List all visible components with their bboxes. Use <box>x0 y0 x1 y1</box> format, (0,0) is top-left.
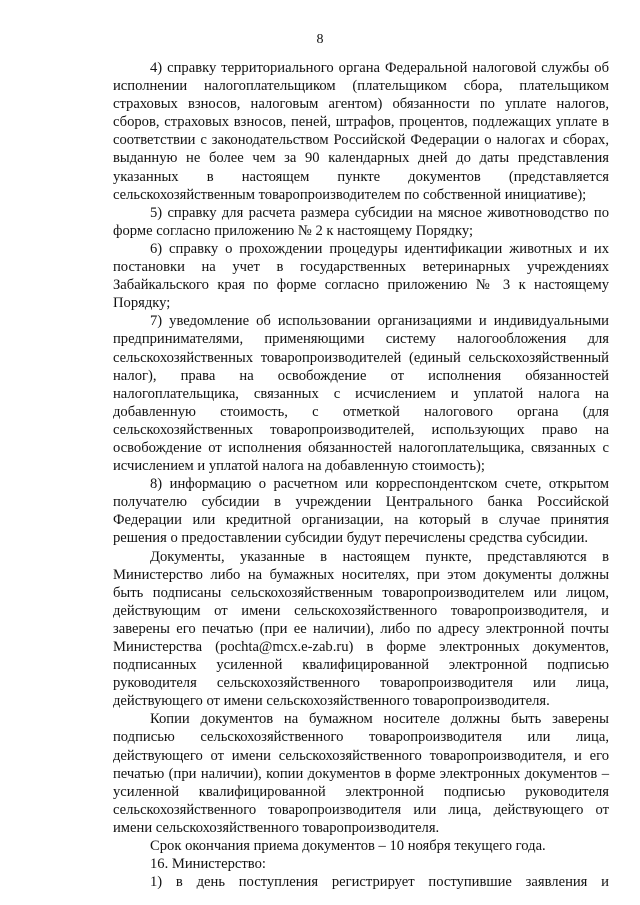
paragraph-item-8: 8) информацию о расчетном или корреспондентском счете, открытом получателю субсидии в учреждении Центрального банка Российской Федерации или кредитной организации, на который в случае принятия решения о предоставлении субсидии будут перечислены средства субсидии. <box>113 476 609 547</box>
paragraph-section-16-item-1: 1) в день поступления регистрирует поступившие заявления и <box>150 874 609 891</box>
paragraph-deadline: Срок окончания приема документов – 10 ноября текущего года. <box>150 838 546 855</box>
paragraph-item-5: 5) справку для расчета размера субсидии на мясное животноводство по форме согласно приложению № 2 к настоящему Порядку; <box>113 204 609 239</box>
page-number: 8 <box>316 32 324 47</box>
paragraph-item-4: 4) справку территориального органа Федеральной налоговой службы об исполнении налогоплательщиком (плательщиком сбора, плательщиком страховых взносов, налоговым агентом) обязанности по уплате налогов, сборов, страховых взносов, пеней, штрафов, процентов, подлежащих уплате в соответствии с законодательством Российской Федерации о налогах и сборах, выданную не более чем за 90 календарных дней до даты представления указанных в настоящем пункте документов (представляется сельскохозяйственным товаропроизводителем по собственной инициативе); <box>113 60 609 203</box>
paragraph-documents-submission: Документы, указанные в настоящем пункте, представляются в Министерство либо на бумажных носителях, при этом документы должны быть подписаны сельскохозяйственным товаропроизводителем или лицом, действующим от имени сельскохозяйственного товаропроизводителя, и заверены его печатью (при ее наличии), либо по адресу электронной почты Министерства (pochta@mcx.e-zab.ru) в форме электронных документов, подписанных усиленной квалифицированной электронной подписью руководителя сельскохозяйственного товаропроизводителя или лица, действующего от имени сельскохозяйственного товаропроизводителя. <box>113 548 609 710</box>
paragraph-copies-certification: Копии документов на бумажном носителе должны быть заверены подписью сельскохозяйственного товаропроизводителя или лица, действующего от имени сельскохозяйственного товаропроизводителя, и его печатью (при наличии), копии документов в форме электронных документов – усиленной квалифицированной электронной подписью руководителя сельскохозяйственного товаропроизводителя или лица, действующего от имени сельскохозяйственного товаропроизводителя. <box>113 711 609 836</box>
paragraph-item-7: 7) уведомление об использовании организациями и индивидуальными предпринимателями, применяющими систему налогообложения для сельскохозяйственных товаропроизводителей (единый сельскохозяйственный налог), права на освобождение от исполнения обязанностей налогоплательщика, связанных с исчислением и уплатой налога на добавленную стоимость, с отметкой налогового органа (для сельскохозяйственных товаропроизводителей, использующих право на освобождение от исполнения обязанностей налогоплательщика, связанных с исчислением и уплатой налога на добавленную стоимость); <box>113 313 609 475</box>
paragraph-item-6: 6) справку о прохождении процедуры идентификации животных и их постановки на учет в государственных ветеринарных учреждениях Забайкальского края по форме согласно приложению № 3 к настоящему Порядку; <box>113 240 609 312</box>
document-body <box>113 59 609 891</box>
paragraph-section-16-heading: 16. Министерство: <box>150 856 266 873</box>
